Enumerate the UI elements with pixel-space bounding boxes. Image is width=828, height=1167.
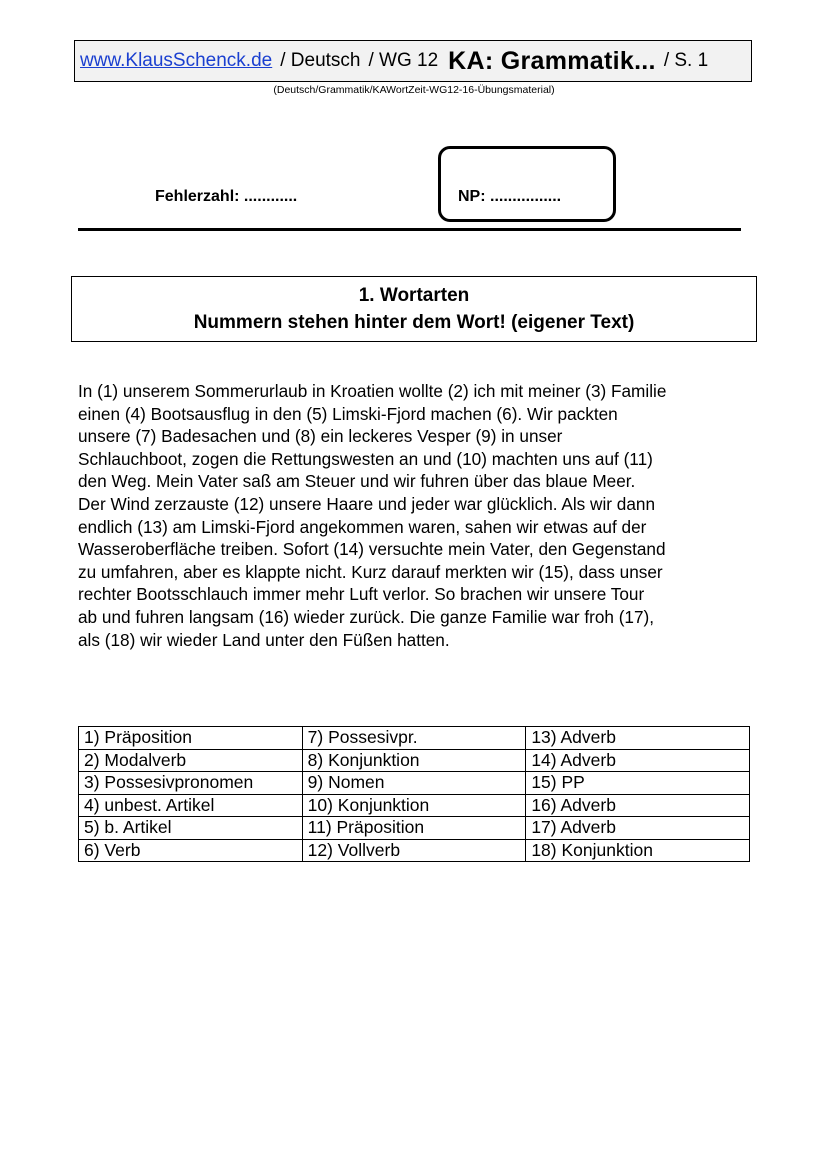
table-cell: 9) Nomen	[302, 772, 526, 795]
np-box	[438, 146, 616, 222]
table-row	[79, 727, 750, 750]
table-cell: 2) Modalverb	[79, 749, 303, 772]
exercise-text	[78, 380, 758, 651]
task-box	[71, 276, 757, 342]
table-cell: 18) Konjunktion	[526, 839, 750, 862]
text-line: In (1) unserem Sommerurlaub in Kroatien wollte (2) ich mit meiner (3) Familie	[78, 381, 667, 401]
table-row	[79, 772, 750, 795]
answer-table	[78, 726, 750, 862]
text-line: rechter Bootsschlauch immer mehr Luft verlor. So brachen wir unsere Tour	[78, 584, 645, 605]
text-line: ab und fuhren langsam (16) wieder zurück. Die ganze Familie war froh (17),	[78, 606, 655, 627]
table-cell: 17) Adverb	[526, 817, 750, 840]
table-cell: 10) Konjunktion	[302, 794, 526, 817]
table-row	[79, 794, 750, 817]
header-title: KA: Grammatik...	[448, 46, 656, 75]
table-cell: 4) unbest. Artikel	[79, 794, 303, 817]
task-subtitle: Nummern stehen hinter dem Wort! (eigener Text)	[193, 312, 635, 333]
text-line: Der Wind zerzauste (12) unsere Haare und jeder war glücklich. Als wir dann	[78, 493, 655, 514]
text-line: endlich (13) am Limski-Fjord angekommen waren, sahen wir etwas auf der	[78, 516, 647, 537]
table-cell: 7) Possesivpr.	[302, 727, 526, 750]
text-line: Schlauchboot, zogen die Rettungswesten an und (10) machten uns auf (11)	[78, 448, 653, 469]
header-grade: / WG 12	[368, 50, 439, 71]
divider-line	[78, 228, 741, 231]
header-page: / S. 1	[663, 50, 709, 71]
text-line: Wasseroberfläche treiben. Sofort (14) versuchte mein Vater, den Gegenstand	[78, 539, 666, 560]
fehlerzahl-field: Fehlerzahl: ............	[155, 188, 298, 205]
table-cell: 14) Adverb	[526, 749, 750, 772]
table-cell: 12) Vollverb	[302, 839, 526, 862]
table-cell: 3) Possesivpronomen	[79, 772, 303, 795]
text-line: den Weg. Mein Vater saß am Steuer und wir fuhren über das blaue Meer.	[78, 471, 636, 492]
table-cell: 13) Adverb	[526, 727, 750, 750]
table-cell: 15) PP	[526, 772, 750, 795]
header-subject: / Deutsch	[280, 50, 361, 71]
file-path: (Deutsch/Grammatik/KAWortZeit-WG12-16-Übungsmaterial)	[273, 84, 555, 96]
table-row	[79, 817, 750, 840]
table-row	[79, 839, 750, 862]
text-line: als (18) wir wieder Land unter den Füßen hatten.	[78, 629, 450, 650]
table-cell: 16) Adverb	[526, 794, 750, 817]
table-row	[79, 749, 750, 772]
text-line: zu umfahren, aber es klappte nicht. Kurz darauf merkten wir (15), dass unser	[78, 561, 663, 582]
table-cell: 6) Verb	[79, 839, 303, 862]
text-line: unsere (7) Badesachen und (8) ein leckeres Vesper (9) in unser	[78, 426, 563, 447]
task-title: 1. Wortarten	[358, 285, 470, 306]
table-cell: 8) Konjunktion	[302, 749, 526, 772]
table-cell: 1) Präposition	[79, 727, 303, 750]
np-field: NP: ................	[458, 188, 562, 205]
table-cell: 11) Präposition	[302, 817, 526, 840]
document-header	[74, 40, 752, 82]
site-link[interactable]: www.KlausSchenck.de	[80, 50, 273, 71]
table-cell: 5) b. Artikel	[79, 817, 303, 840]
text-line: einen (4) Bootsausflug in den (5) Limski-Fjord machen (6). Wir packten	[78, 403, 618, 424]
